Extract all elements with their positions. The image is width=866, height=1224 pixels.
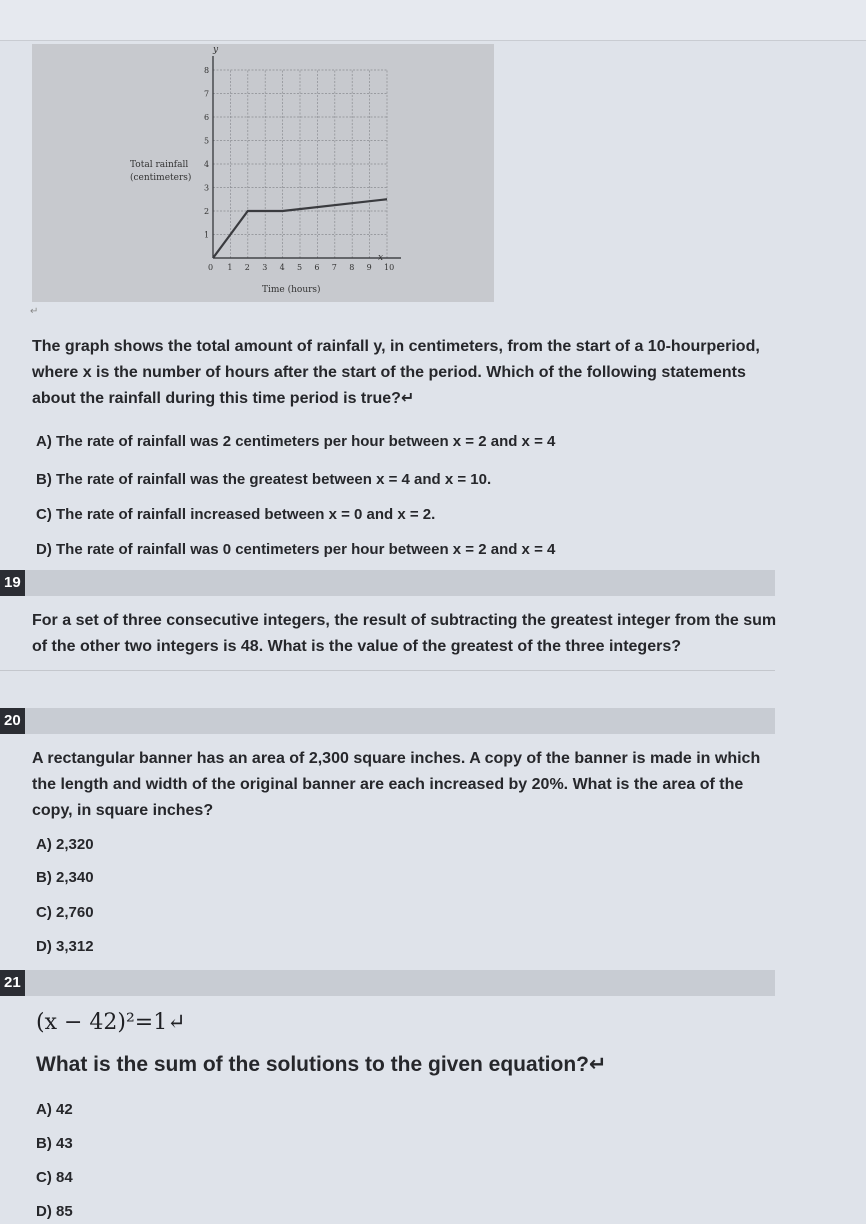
q20-choice-b[interactable]: B) 2,340 xyxy=(36,869,94,886)
q18-choice-a[interactable]: A) The rate of rainfall was 2 centimeters per hour between x = 2 and x = 4 xyxy=(36,433,556,450)
q21-header-bar xyxy=(0,970,775,996)
q20-number: 20 xyxy=(0,708,25,734)
x-tick-label: 6 xyxy=(314,263,320,272)
x-tick-label: 7 xyxy=(331,263,337,272)
x-tick-label: 10 xyxy=(384,263,395,272)
q20-prompt: A rectangular banner has an area of 2,300 square inches. A copy of the banner is made in which the length and width of the original banner are each increased by 20%. What is the area of the copy, in square inches? xyxy=(32,750,761,819)
y-tick-label: 5 xyxy=(204,136,210,146)
x-tick-label: 2 xyxy=(244,263,250,272)
q20-choice-a[interactable]: A) 2,320 xyxy=(36,836,94,853)
rainfall-chart-svg xyxy=(32,44,494,302)
y-tick-label: 1 xyxy=(204,230,210,240)
q19-header-bar xyxy=(0,570,775,596)
paragraph-mark: ↵ xyxy=(30,306,39,317)
x-tick-label: 4 xyxy=(279,263,285,272)
q20-header-bar xyxy=(0,708,775,734)
q21-number: 21 xyxy=(0,970,25,996)
q21-equation: (x − 42)²=1↵ xyxy=(36,1010,186,1035)
y-tick-label: 4 xyxy=(204,160,210,169)
x-tick-label: 5 xyxy=(297,263,303,272)
y-tick-label: 6 xyxy=(204,113,210,122)
q18-choice-b[interactable]: B) The rate of rainfall was the greatest between x = 4 and x = 10. xyxy=(36,471,492,488)
q21-choice-d[interactable]: D) 85 xyxy=(36,1203,73,1220)
x-tick-label: 1 xyxy=(227,263,233,272)
rainfall-graph xyxy=(32,44,494,302)
answer-area-line xyxy=(0,670,775,671)
q21-choice-a[interactable]: A) 42 xyxy=(36,1101,73,1118)
q18-choice-d[interactable]: D) The rate of rainfall was 0 centimeters per hour between x = 2 and x = 4 xyxy=(36,541,556,558)
q19-prompt: For a set of three consecutive integers, the result of subtracting the greatest integer from the sum of the other two integers is 48. What is the value of the greatest of the three integers? xyxy=(32,612,777,655)
q20-choice-c[interactable]: C) 2,760 xyxy=(36,904,94,921)
y-tick-label: 7 xyxy=(204,89,210,99)
q18-choice-c[interactable]: C) The rate of rainfall increased between x = 0 and x = 2. xyxy=(36,506,436,523)
q21-choice-c[interactable]: C) 84 xyxy=(36,1169,73,1186)
y-tick-label: 3 xyxy=(204,183,210,193)
top-divider xyxy=(0,0,866,41)
origin-label: 0 xyxy=(208,263,214,272)
y-tick-label: 8 xyxy=(204,66,210,75)
y-tick-label: 2 xyxy=(204,207,210,216)
x-axis-variable: x xyxy=(378,253,384,263)
y-axis-title-line2: (centimeters) xyxy=(130,173,192,183)
x-tick-label: 9 xyxy=(366,263,372,272)
q20-choice-d[interactable]: D) 3,312 xyxy=(36,938,94,955)
x-tick-label: 8 xyxy=(349,263,355,272)
q21-choice-b[interactable]: B) 43 xyxy=(36,1135,73,1152)
q19-number: 19 xyxy=(0,570,25,596)
q18-prompt: The graph shows the total amount of rainfall y, in centimeters, from the start of a 10-hourperiod, where x is the number of hours after the start of the period. Which of the following statements about the rainfall during this time period is true?↵ xyxy=(32,338,760,407)
x-tick-label: 3 xyxy=(262,263,268,272)
y-axis-variable: y xyxy=(213,45,219,55)
y-axis-title-line1: Total rainfall xyxy=(130,160,189,170)
x-axis-title: Time (hours) xyxy=(262,285,321,295)
q21-prompt: What is the sum of the solutions to the given equation?↵ xyxy=(36,1053,607,1076)
